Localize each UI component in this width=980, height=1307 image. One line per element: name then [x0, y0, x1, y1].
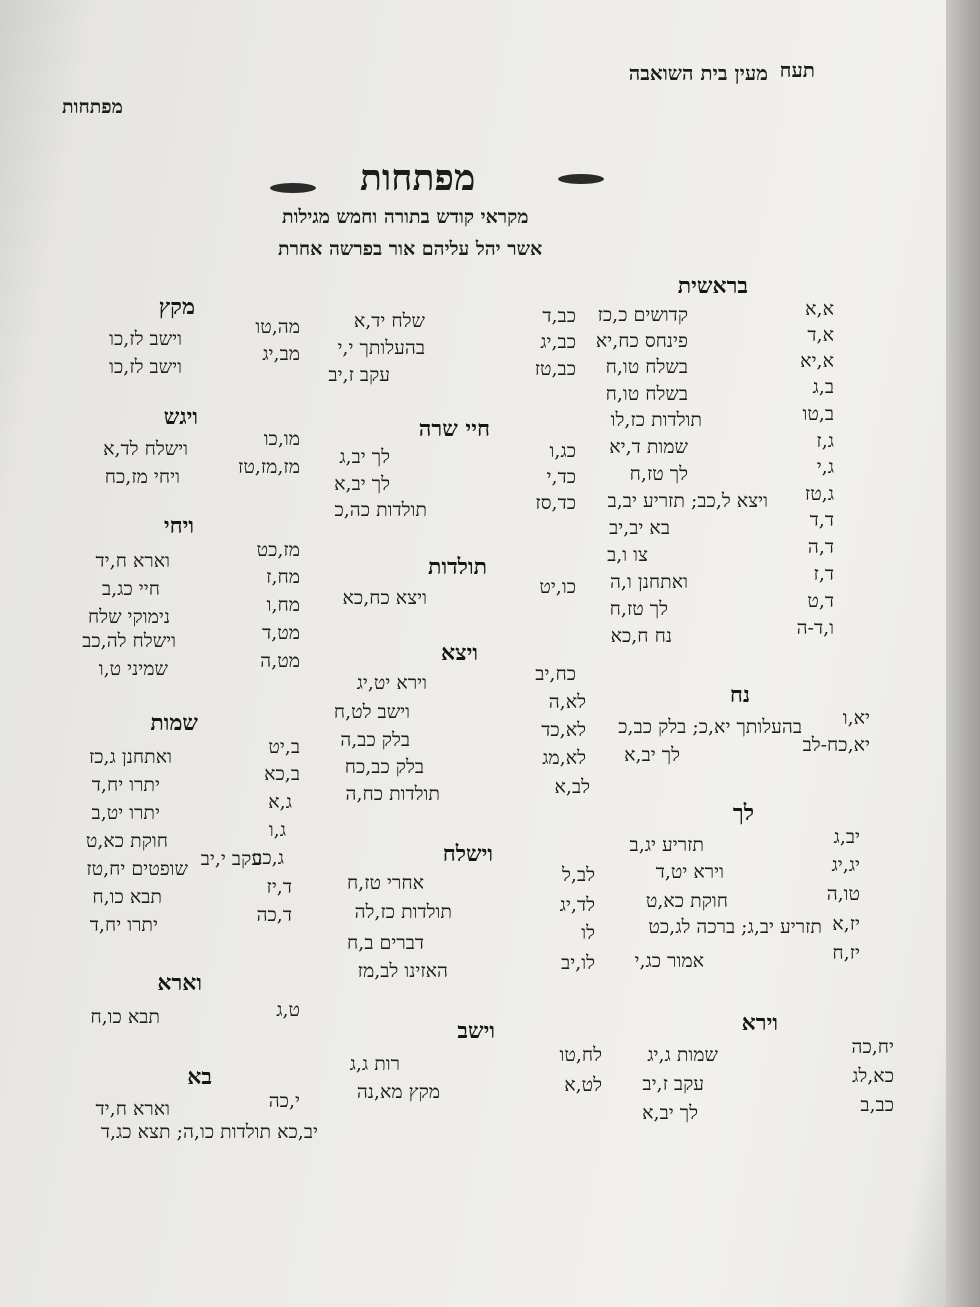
index-ref: מו,כו: [263, 428, 300, 450]
index-ref: לא,מג: [542, 747, 586, 769]
index-entry: רות ג,ג: [349, 1053, 400, 1075]
index-ref: ו,ד-ה: [796, 617, 834, 639]
index-entry: תולדות כח,ה: [345, 783, 440, 805]
index-ref: יג,יג: [831, 854, 860, 876]
index-ref: מז,מז,טז: [238, 456, 300, 478]
index-ref: לו,יב: [561, 952, 595, 974]
page-edge: [946, 0, 980, 1307]
index-ref: לב,א: [554, 776, 590, 798]
index-entry: וירא יט,יג: [356, 672, 427, 694]
title-ornament-left: [270, 183, 316, 193]
running-header-page-number: תעח: [779, 58, 815, 82]
index-ref: לח,טו: [559, 1044, 602, 1066]
index-entry: ואתחנן ג,כז: [88, 746, 172, 768]
index-ref: ב,ג: [812, 376, 834, 398]
index-entry: לך טז,ח: [629, 463, 688, 485]
index-ref: א,ד: [807, 324, 834, 346]
index-ref: יח,כה: [851, 1036, 894, 1058]
index-entry: יתרו יח,ד: [91, 774, 160, 796]
index-entry: בלק כב,ה: [340, 729, 410, 751]
index-ref: כד,סז: [535, 492, 576, 514]
index-entry: בהעלותך י,י: [337, 337, 425, 359]
section-heading: ויגש: [163, 404, 198, 430]
index-entry: תולדות כז,לו: [610, 409, 702, 431]
index-ref: ג,כב: [253, 847, 284, 869]
index-ref: א,א: [805, 298, 834, 320]
index-entry: בשלח טו,ח: [605, 356, 688, 378]
index-entry: תבא כו,ח: [90, 1006, 160, 1028]
section-heading: ויצא: [440, 640, 478, 666]
index-entry: תולדות כה,כ: [334, 499, 427, 521]
section-heading: שמות: [150, 710, 198, 736]
index-entry: אמור כג,י: [634, 950, 704, 972]
index-ref: ג,ז: [816, 430, 834, 452]
section-heading: ויחי: [163, 513, 194, 539]
section-heading: תולדות: [428, 554, 487, 580]
index-entry: וישלח לד,א: [103, 438, 188, 460]
index-ref: כג,ו: [549, 440, 576, 462]
index-entry: לך יב,א: [624, 744, 680, 766]
section-heading: חיי שרה: [418, 416, 490, 442]
index-ref: ט,ג: [276, 999, 300, 1021]
index-ref: לא,ה: [548, 691, 586, 713]
index-entry: לך טז,ח: [609, 598, 668, 620]
index-entry: עקב י,יב: [200, 848, 262, 870]
index-entry: צו ו,ב: [607, 544, 648, 566]
index-ref: מה,טו: [255, 316, 300, 338]
section-heading: וישב: [457, 1018, 495, 1044]
index-entry: בלק כב,כח: [344, 756, 424, 778]
section-heading: וארא: [157, 970, 202, 996]
index-ref: ב,טו: [802, 403, 834, 425]
index-entry: וישלח לה,כב: [82, 630, 176, 652]
index-ref: ד,ט: [807, 590, 834, 612]
index-ref: כב,יג: [540, 331, 576, 353]
section-heading: מקץ: [158, 294, 195, 320]
section-heading: נח: [729, 682, 750, 708]
index-ref: יב,ג: [833, 826, 860, 848]
index-ref: יז,א: [832, 913, 860, 935]
index-ref: ב,יט: [268, 736, 300, 758]
index-ref: מט,ה: [260, 650, 300, 672]
index-entry: ויצא כח,כא: [342, 587, 427, 609]
index-entry: וארא ח,יד: [95, 550, 170, 572]
index-ref: לב,ל: [562, 864, 595, 886]
section-heading: בא: [187, 1064, 212, 1090]
index-ref: מב,יג: [262, 343, 300, 365]
index-entry: לך יב,א: [334, 473, 390, 495]
index-entry: שמות ג,יג: [647, 1044, 718, 1066]
index-entry: פינחס כח,יא: [595, 330, 688, 352]
index-ref: יז,ח: [832, 942, 860, 964]
index-entry: דברים ב,ח: [347, 932, 424, 954]
subtitle-line-1: מקראי קודש בתורה וחמש מגילות: [282, 206, 529, 228]
index-entry: שמיני ט,ו: [98, 658, 168, 680]
section-heading: וירא: [741, 1010, 778, 1036]
index-entry: קדושים כ,כז: [597, 304, 688, 326]
index-entry: אחרי טז,ח: [346, 872, 424, 894]
index-ref: לו: [581, 922, 595, 944]
title-ornament-right: [558, 174, 604, 184]
index-ref: יא,כח-לב: [802, 734, 870, 756]
running-header-section: מפתחות: [62, 96, 123, 118]
index-ref: יא,ו: [842, 707, 870, 729]
index-ref: ג,י: [816, 456, 834, 478]
index-ref: ג,ו: [268, 819, 286, 841]
index-ref: כד,י: [546, 466, 576, 488]
index-entry: שלח יד,א: [353, 310, 425, 332]
index-entry: יתרו יט,ב: [91, 802, 160, 824]
index-entry: חוקת כא,ט: [85, 830, 168, 852]
index-ref: מט,ד: [262, 622, 300, 644]
index-entry: יב,כא תולדות כו,ה; תצא כג,ד: [100, 1121, 318, 1143]
index-ref: כב,ב: [860, 1094, 894, 1116]
index-ref: ד,יז: [266, 876, 292, 898]
page-title: מפתחות: [360, 157, 476, 199]
index-entry: בא יב,יב: [609, 517, 670, 539]
index-ref: כח,יב: [535, 663, 576, 685]
subtitle-line-2: אשר יהל עליהם אור בפרשה אחרת: [278, 238, 543, 260]
index-entry: וישב לז,כו: [109, 328, 182, 350]
index-entry: ויצא ל,כב; תזריע יב,ב: [607, 490, 768, 512]
index-entry: תולדות כז,לה: [354, 901, 452, 923]
index-entry: וירא יט,ד: [655, 861, 724, 883]
index-ref: כא,לג: [852, 1065, 894, 1087]
index-ref: מז,כט: [256, 539, 300, 561]
index-entry: יתרו יח,ד: [89, 914, 158, 936]
index-ref: לד,יג: [559, 894, 595, 916]
index-ref: כב,ד: [542, 305, 576, 327]
index-entry: וארא ח,יד: [95, 1098, 170, 1120]
section-heading: וישלח: [442, 841, 493, 867]
index-entry: לך יב,ג: [339, 446, 390, 468]
index-ref: י,כה: [268, 1090, 300, 1112]
index-entry: לך יב,א: [642, 1102, 698, 1124]
index-entry: תזריע יג,ב: [629, 834, 704, 856]
index-entry: ואתחנן ו,ה: [610, 571, 688, 593]
index-entry: בהעלותך יא,כ; בלק כב,כ: [618, 716, 802, 738]
index-ref: כו,יט: [539, 576, 576, 598]
index-entry: תזריע יב,ג; ברכה לג,כט: [648, 916, 822, 938]
index-ref: ד,ד: [809, 509, 834, 531]
section-heading: בראשית: [677, 273, 748, 299]
index-entry: נח ח,כא: [610, 625, 672, 647]
index-ref: כב,טז: [534, 358, 576, 380]
index-ref: ג,טז: [804, 483, 834, 505]
index-ref: ג,א: [268, 791, 292, 813]
index-entry: שופטים יח,טז: [86, 858, 188, 880]
index-entry: האזינו לב,מז: [357, 960, 448, 982]
index-ref: ד,ה: [807, 536, 834, 558]
index-ref: לט,א: [564, 1074, 602, 1096]
running-header-book-title: מעין בית השואבה: [628, 61, 768, 85]
index-ref: מח,ז: [266, 566, 300, 588]
index-entry: מקץ מא,נה: [356, 1081, 440, 1103]
index-entry: תבא כו,ח: [92, 886, 162, 908]
index-ref: ד,כה: [256, 904, 292, 926]
index-entry: נימוקי שלח: [87, 606, 170, 628]
index-entry: ויחי מז,כח: [104, 466, 180, 488]
index-ref: ב,כא: [264, 763, 300, 785]
index-ref: מח,ו: [266, 594, 300, 616]
index-ref: ד,ז: [813, 563, 834, 585]
section-heading: לך: [732, 800, 754, 826]
index-ref: טו,ה: [826, 883, 860, 905]
index-entry: עקב ז,יב: [642, 1073, 704, 1095]
index-entry: שמות ד,יא: [609, 436, 688, 458]
index-entry: חיי כג,ב: [101, 578, 160, 600]
index-ref: לא,כד: [541, 719, 586, 741]
index-entry: חוקת כא,ט: [645, 890, 728, 912]
index-entry: עקב ז,יב: [328, 364, 390, 386]
index-entry: וישב לט,ח: [333, 701, 410, 723]
index-ref: א,יא: [800, 350, 834, 372]
index-entry: וישב לז,כו: [109, 356, 182, 378]
index-entry: בשלח טו,ח: [605, 383, 688, 405]
